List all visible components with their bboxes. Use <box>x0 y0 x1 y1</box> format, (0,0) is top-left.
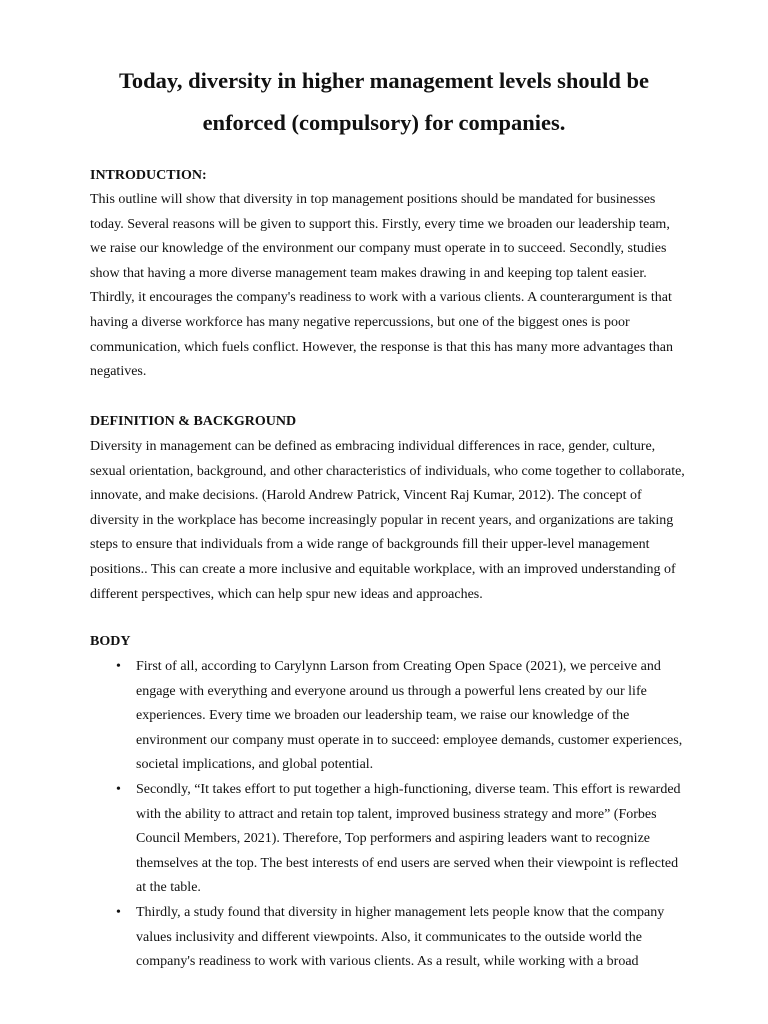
introduction-paragraph <box>90 188 690 385</box>
paragraph-line: sexual orientation, background, and other characteristics of individuals, who come together to collaborate, <box>90 463 685 479</box>
bullet-line: Thirdly, a study found that diversity in higher management lets people know that the company <box>136 904 665 920</box>
bullet-line: Secondly, “It takes effort to put together a high-functioning, diverse team. This effort is rewarded <box>136 781 681 797</box>
bullet-icon: • <box>116 781 121 797</box>
introduction-heading: INTRODUCTION: <box>90 168 207 183</box>
bullet-line: Council Members, 2021). Therefore, Top performers and aspiring leaders want to recognize <box>136 831 651 847</box>
bullet-line: environment our company must operate in to succeed: employee demands, customer experiences, <box>136 732 683 748</box>
bullet-item <box>90 778 690 901</box>
bullet-icon: • <box>116 659 121 674</box>
paragraph-line: This outline will show that diversity in top management positions should be mandated for businesses <box>90 192 656 207</box>
paragraph-line: Thirdly, it encourages the company's readiness to work with a various clients. A counterargument is that <box>90 290 672 306</box>
document-title <box>60 60 708 144</box>
bullet-line: experiences. Every time we broaden our leadership team, we raise our knowledge of the <box>136 708 630 724</box>
paragraph-line: today. Several reasons will be given to support this. Firstly, every time we broaden our leadership team, <box>90 216 670 232</box>
bullet-line: First of all, according to Carylynn Larson from Creating Open Space (2021), we perceive and <box>136 659 661 674</box>
paragraph-line: communication, which fuels conflict. However, the response is that this has many more advantages than <box>90 339 674 355</box>
paragraph-line: diversity in the workplace has become increasingly popular in recent years, and organizations are taking <box>90 512 674 528</box>
definition-paragraph <box>90 435 690 607</box>
bullet-icon: • <box>116 904 121 920</box>
bullet-item <box>90 655 690 778</box>
paragraph-line: negatives. <box>90 364 147 380</box>
definition-heading: DEFINITION & BACKGROUND <box>90 414 297 429</box>
paragraph-line: positions.. This can create a more inclusive and equitable workplace, with an improved understanding of <box>90 561 676 577</box>
bullet-line: with the ability to attract and retain top talent, improved business strategy and more” (Forbes <box>136 806 657 822</box>
body-heading: BODY <box>90 634 131 649</box>
bullet-line: themselves at the top. The best interests of end users are served when their viewpoint is reflected <box>136 855 679 871</box>
bullet-line: societal implications, and global potential. <box>136 757 374 773</box>
bullet-line: engage with everything and everyone around us through a powerful lens created by our life <box>136 683 647 699</box>
paragraph-line: innovate, and make decisions. (Harold Andrew Patrick, Vincent Raj Kumar, 2012). The concept of <box>90 488 642 504</box>
paragraph-line: having a diverse workforce has many negative repercussions, but one of the biggest ones is poor <box>90 314 630 330</box>
title-line: enforced (compulsory) for companies. <box>202 110 566 135</box>
title-line: Today, diversity in higher management levels should be <box>118 68 650 93</box>
paragraph-line: different perspectives, which can help spur new ideas and approaches. <box>90 586 483 602</box>
paragraph-line: show that having a more diverse management team makes drawing in and keeping top talent easier. <box>90 265 647 281</box>
paragraph-line: we raise our knowledge of the environment our company must operate in to succeed. Secondly, studies <box>90 241 667 257</box>
body-bullet-list <box>90 655 690 975</box>
bullet-line: values inclusivity and different viewpoints. Also, it communicates to the outside world the <box>136 929 642 945</box>
bullet-line: company's readiness to work with various clients. As a result, while working with a broad <box>136 954 639 970</box>
paragraph-line: steps to ensure that individuals from a wide range of backgrounds fill their upper-level management <box>90 537 650 553</box>
bullet-item <box>90 901 690 975</box>
bullet-line: at the table. <box>136 880 201 896</box>
paragraph-line: Diversity in management can be defined as embracing individual differences in race, gender, culture, <box>90 439 656 454</box>
